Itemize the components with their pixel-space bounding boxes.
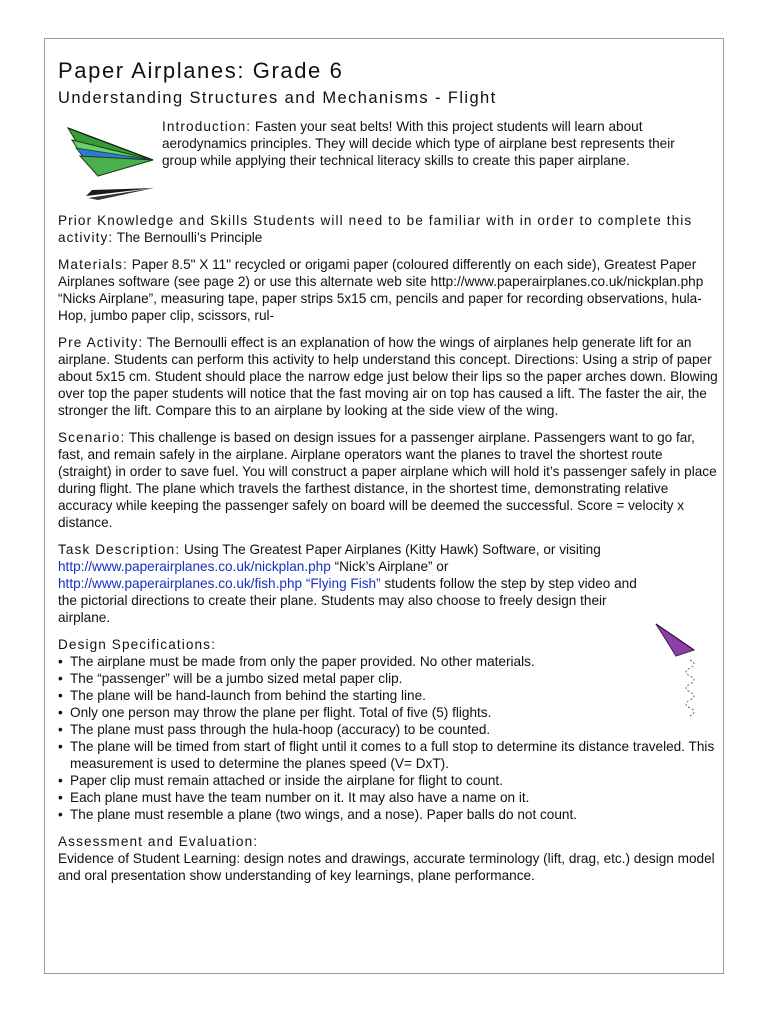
document-title: Paper Airplanes: Grade 6 — [58, 58, 344, 83]
materials-text: Paper 8.5" X 11" recycled or origami paper (coloured differently on each side), Greatest Paper Airplanes software (see page 2) or use this alternate web site http://www.paperairplanes.co.uk/nickplan.php “Nicks Airplane”, measuring tape, paper strips 5x15 cm, pencils and paper for recording observations, hula-Hop, jumbo paper clip, scissors, rul- — [58, 257, 704, 323]
task-label: Task Description: — [58, 542, 181, 557]
document-subtitle: Understanding Structures and Mechanisms - Flight — [58, 89, 497, 107]
paper-airplanes-icon — [58, 118, 158, 204]
document-body — [58, 58, 718, 884]
list-item: • The airplane must be made from only the paper provided. No other materials. — [58, 653, 718, 670]
scenario-label: Scenario: — [58, 430, 126, 445]
assessment-section — [58, 833, 718, 884]
task-text-2: “Nick’s Airplane” or — [330, 559, 449, 574]
scenario-text: This challenge is based on design issues for a passenger airplane. Passengers want to go far, fast, and remain safely in the airplane. Airplane operators want the planes to travel the shortest route (straight) in order to save fuel. You will construct a paper airplane which will hold it’s passenger safely in place during flight. The plane which travels the farthest distance, in the shortest time, demonstrating relative accuracy while keeping the passenger safely on board will be deemed the successful. Score = velocity x distance. — [58, 430, 717, 530]
pre-activity-text: The Bernoulli effect is an explanation of how the wings of airplanes help generate lift for an airplane. Students can perform this activity to help understand this concept. Directions: Using a strip of paper about 5x15 cm. Student should place the narrow edge just below their lips so the paper arches down. Blowing over top the paper students will notice that the fast moving air on top has caused a lift. The faster the air, the stronger the lift. Compare this to an airplane by looking at the side view of the wing. — [58, 335, 718, 418]
flying-fish-link[interactable]: http://www.paperairplanes.co.uk/fish.php “Flying Fish” — [58, 576, 381, 591]
materials-label: Materials: — [58, 257, 128, 272]
list-item: • The plane will be hand-launch from behind the starting line. — [58, 687, 718, 704]
list-item: • The plane must pass through the hula-hoop (accuracy) to be counted. — [58, 721, 718, 738]
intro-section — [58, 118, 718, 204]
intro-text: Fasten your seat belts! With this project students will learn about aerodynamics principles. They will decide which type of airplane best represents their group while applying their technical literacy skills to create this paper airplane. — [162, 119, 675, 168]
assessment-label: Assessment and Evaluation: — [58, 834, 259, 849]
list-item: • The plane must resemble a plane (two wings, and a nose). Paper balls do not count. — [58, 806, 718, 823]
evidence-paragraph — [58, 850, 718, 884]
prior-knowledge-label: Prior Knowledge and Skills Students will need to be familiar with in order to complete this activity: — [58, 213, 693, 245]
list-item: • Each plane must have the team number on it. It may also have a name on it. — [58, 789, 718, 806]
pre-activity-label: Pre Activity: — [58, 335, 144, 350]
list-item: • The “passenger” will be a jumbo sized metal paper clip. — [58, 670, 718, 687]
pre-activity-paragraph — [58, 334, 718, 419]
task-description-paragraph — [58, 541, 718, 626]
scenario-paragraph — [58, 429, 718, 531]
design-label: Design Specifications: — [58, 637, 216, 652]
list-item: • The plane will be timed from start of flight until it comes to a full stop to determine its distance traveled. This measurement is used to determine the planes speed (V= DxT). — [58, 738, 718, 772]
design-specifications-section — [58, 636, 718, 823]
prior-knowledge-text: The Bernoulli’s Principle — [113, 230, 263, 245]
task-text-3: students follow the step by step video and the pictorial directions to create their plane. Students may also choose to freely design their airplane. — [58, 576, 637, 625]
task-text-1: Using The Greatest Paper Airplanes (Kitty Hawk) Software, or visiting — [180, 542, 601, 557]
materials-paragraph — [58, 256, 718, 324]
prior-knowledge-paragraph — [58, 212, 718, 246]
intro-label: Introduction: — [162, 119, 252, 134]
list-item: • Only one person may throw the plane per flight. Total of five (5) flights. — [58, 704, 718, 721]
design-spec-list — [58, 653, 718, 823]
evidence-label: Evidence of Student Learning: — [58, 851, 241, 866]
nicks-airplane-link[interactable]: http://www.paperairplanes.co.uk/nickplan.php — [58, 559, 331, 574]
evidence-text: design notes and drawings, accurate terminology (lift, drag, etc.) design model and oral presentation show understanding of key learnings, plane performance. — [58, 851, 715, 883]
intro-paragraph — [162, 118, 718, 204]
list-item: • Paper clip must remain attached or inside the airplane for flight to count. — [58, 772, 718, 789]
